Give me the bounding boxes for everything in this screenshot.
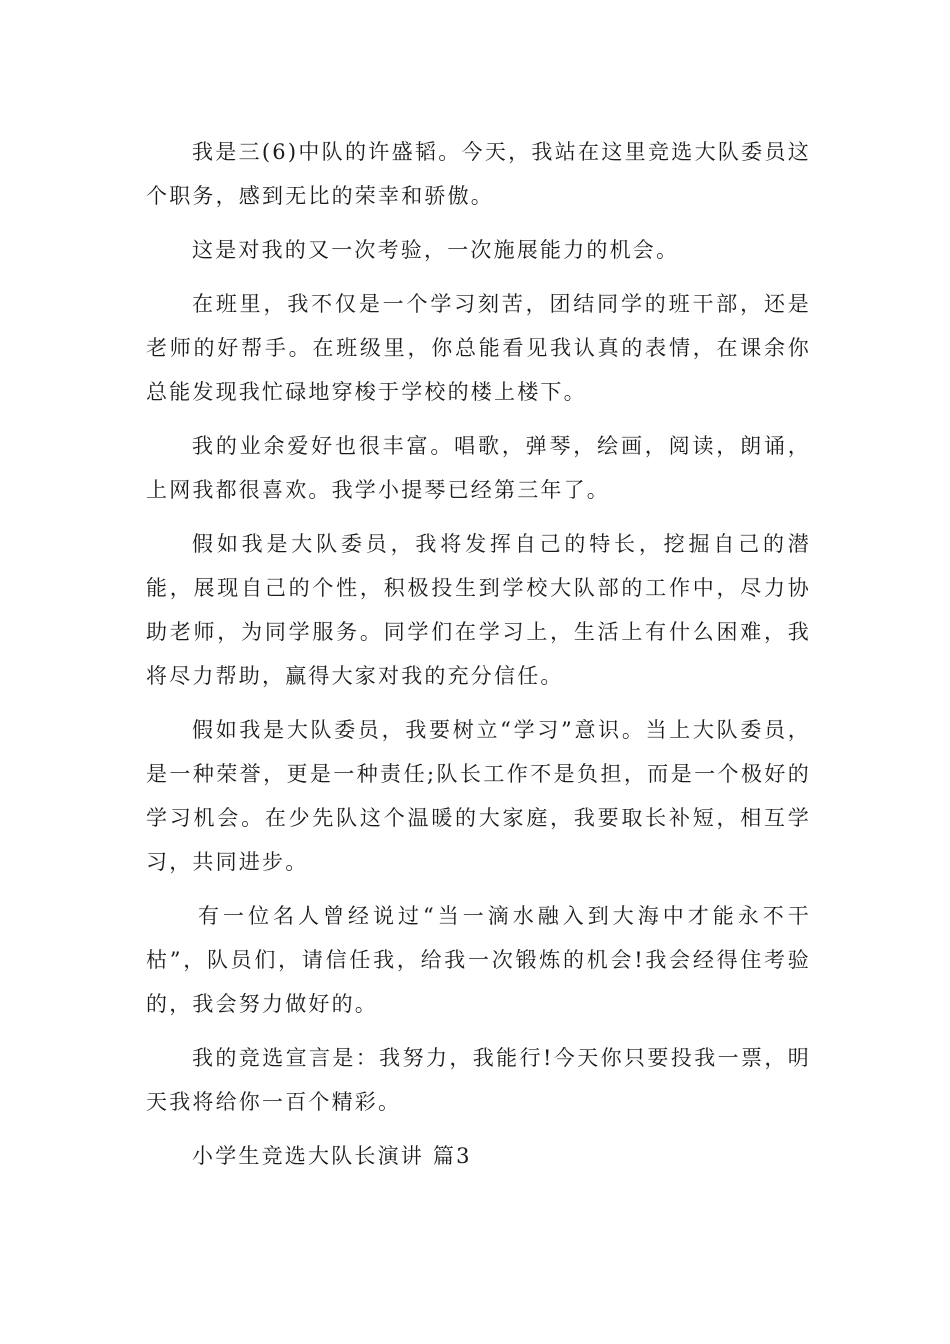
document-body [146,130,811,1178]
paragraph-challenge: 这是对我的又一次考验，一次施展能力的机会。 [192,238,680,262]
paragraph-plan-service: 假如我是大队委员，我将发挥自己的特长，挖掘自己的潜能，展现自己的个性，积极投生到学校大队部的工作中，尽力协助老师，为同学服务。同学们在学习上，生活上有什么困难，我将尽力帮助，赢得大家对我的充分信任。 [146,532,811,688]
paragraph-quote: 有一位名人曾经说过“当一滴水融入到大海中才能永不干枯”，队员们，请信任我，给我一次锻炼的机会!我会经得住考验的，我会努力做好的。 [146,904,811,1016]
paragraph-class-role: 在班里，我不仅是一个学习刻苦，团结同学的班干部，还是老师的好帮手。在班级里，你总能看见我认真的表情，在课余你总能发现我忙碌地穿梭于学校的楼上楼下。 [146,292,811,404]
paragraph-hobbies: 我的业余爱好也很丰富。唱歌，弹琴，绘画，阅读，朗诵，上网我都很喜欢。我学小提琴已经第三年了。 [146,434,811,502]
paragraph-declaration: 我的竞选宣言是：我努力，我能行!今天你只要投我一票，明天我将给你一百个精彩。 [146,1046,811,1114]
paragraph-intro: 我是三(6)中队的许盛韬。今天，我站在这里竞选大队委员这个职务，感到无比的荣幸和骄傲。 [146,140,811,208]
paragraph-plan-learning: 假如我是大队委员，我要树立“学习”意识。当上大队委员，是一种荣誉，更是一种责任;队长工作不是负担，而是一个极好的学习机会。在少先队这个温暖的大家庭，我要取长补短，相互学习，共同进步。 [146,718,811,874]
section-heading: 小学生竞选大队长演讲 篇3 [192,1144,472,1168]
